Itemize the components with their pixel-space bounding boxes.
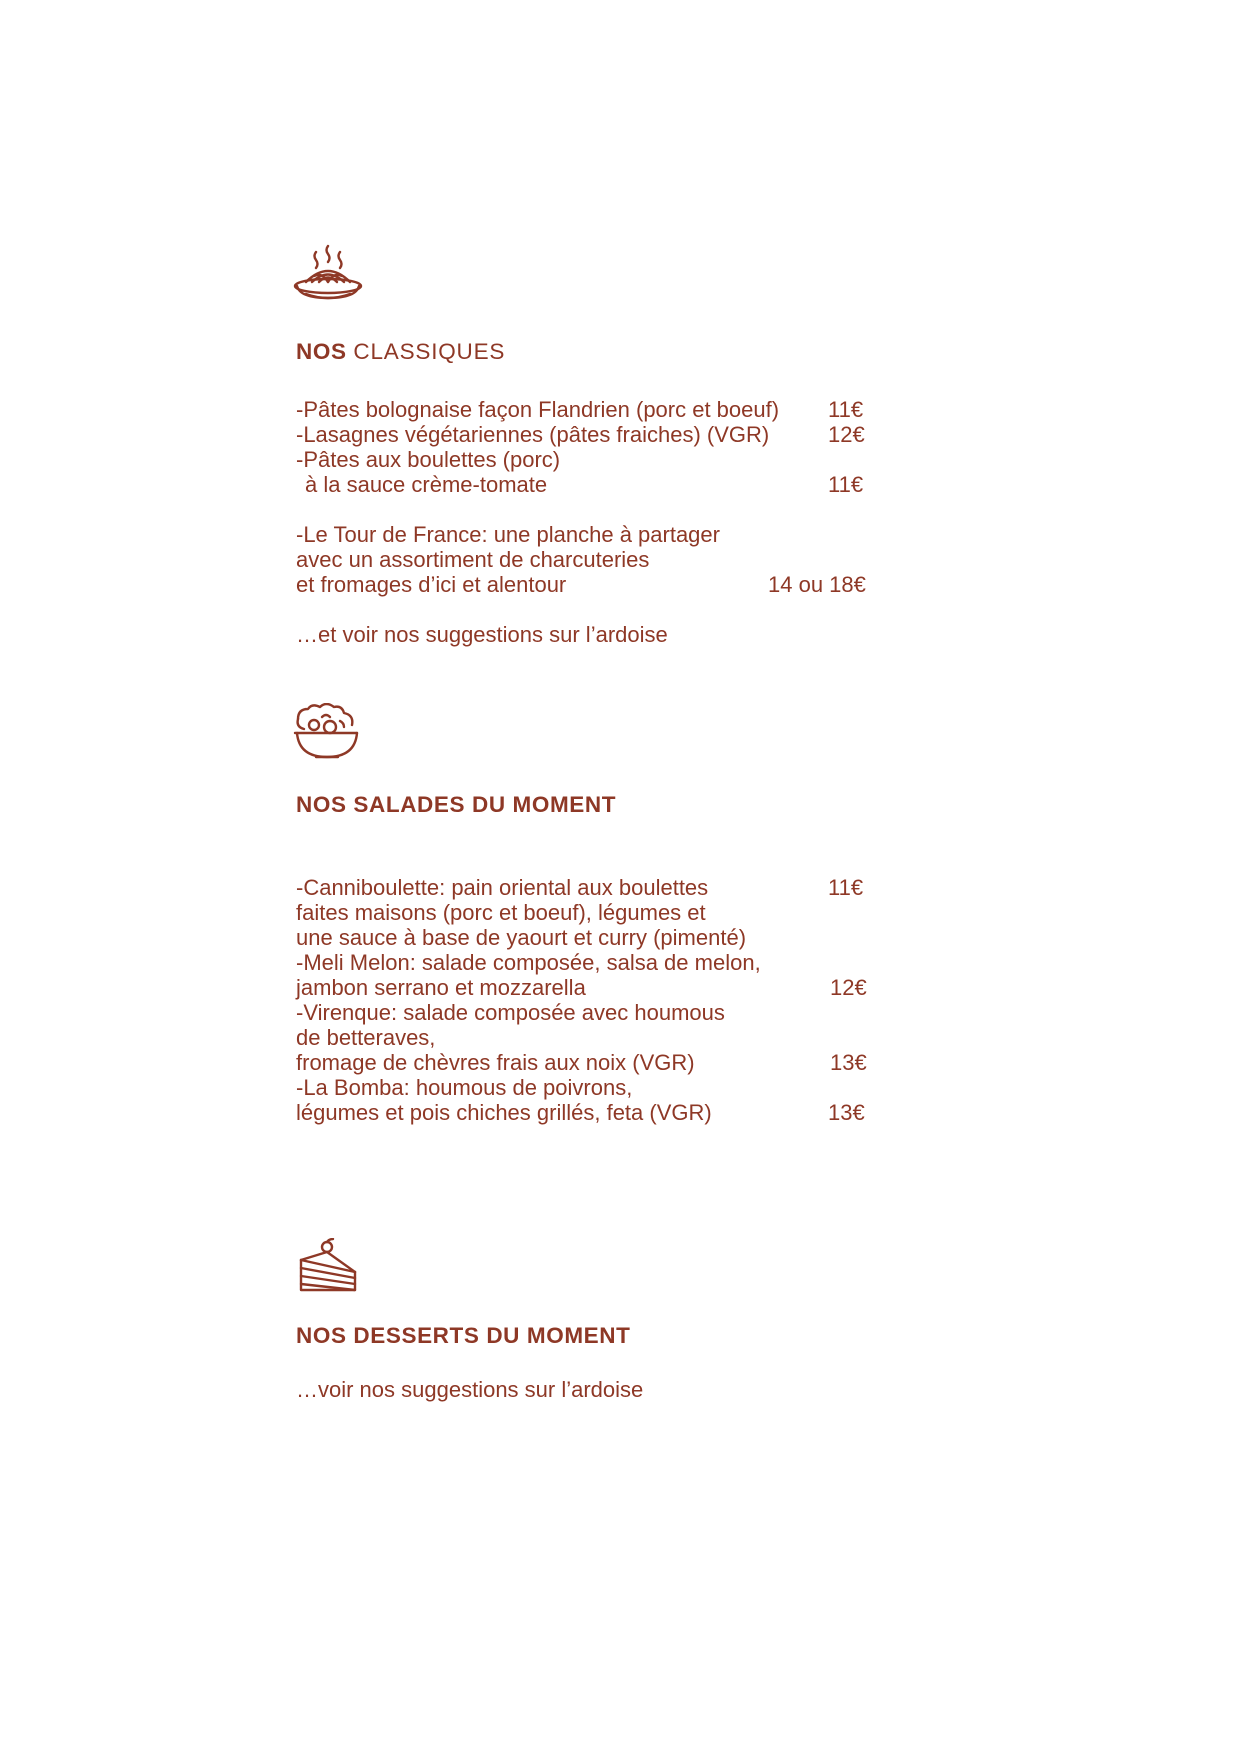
menu-line: légumes et pois chiches grillés, feta (VGR)	[296, 1100, 712, 1125]
menu-line: -Le Tour de France: une planche à partager	[296, 522, 720, 547]
price: 13€	[828, 1100, 865, 1125]
price: 12€	[830, 975, 867, 1000]
menu-line: -Canniboulette: pain oriental aux boulettes	[296, 875, 709, 900]
title-bold: NOS	[296, 339, 347, 364]
menu-line: de betteraves,	[296, 1025, 436, 1050]
menu-line: -Pâtes bolognaise façon Flandrien (porc et boeuf)	[296, 397, 780, 422]
menu-line: -Meli Melon: salade composée, salsa de melon,	[296, 950, 761, 975]
section-title-desserts: NOS DESSERTS DU MOMENT	[296, 1323, 631, 1348]
menu-line: fromage de chèvres frais aux noix (VGR)	[296, 1050, 695, 1075]
title-rest: CLASSIQUES	[353, 339, 506, 364]
cake-slice-icon	[297, 1238, 359, 1298]
menu-line: -Pâtes aux boulettes (porc)	[296, 447, 561, 472]
menu-line: avec un assortiment de charcuteries	[296, 547, 650, 572]
salad-bowl-icon	[292, 703, 362, 763]
menu-note: …et voir nos suggestions sur l’ardoise	[296, 622, 668, 647]
price: 14 ou 18€	[768, 572, 866, 597]
price: 12€	[828, 422, 865, 447]
menu-line: -Lasagnes végétariennes (pâtes fraiches) (VGR)	[296, 422, 770, 447]
price: 11€	[828, 472, 864, 497]
menu-line: à la sauce crème-tomate	[305, 472, 548, 497]
menu-note: …voir nos suggestions sur l’ardoise	[296, 1377, 644, 1402]
price: 11€	[828, 397, 864, 422]
menu-line: -La Bomba: houmous de poivrons,	[296, 1075, 633, 1100]
menu-line: jambon serrano et mozzarella	[296, 975, 586, 1000]
price: 11€	[828, 875, 864, 900]
menu-line: et fromages d’ici et alentour	[296, 572, 567, 597]
section-title-salades: NOS SALADES DU MOMENT	[296, 792, 617, 817]
pasta-plate-icon	[292, 244, 364, 310]
section-title-classiques	[296, 339, 505, 365]
menu-line: une sauce à base de yaourt et curry (pimenté)	[296, 925, 747, 950]
price: 13€	[830, 1050, 867, 1075]
menu-line: -Virenque: salade composée avec houmous	[296, 1000, 725, 1025]
menu-line: faites maisons (porc et boeuf), légumes et	[296, 900, 706, 925]
